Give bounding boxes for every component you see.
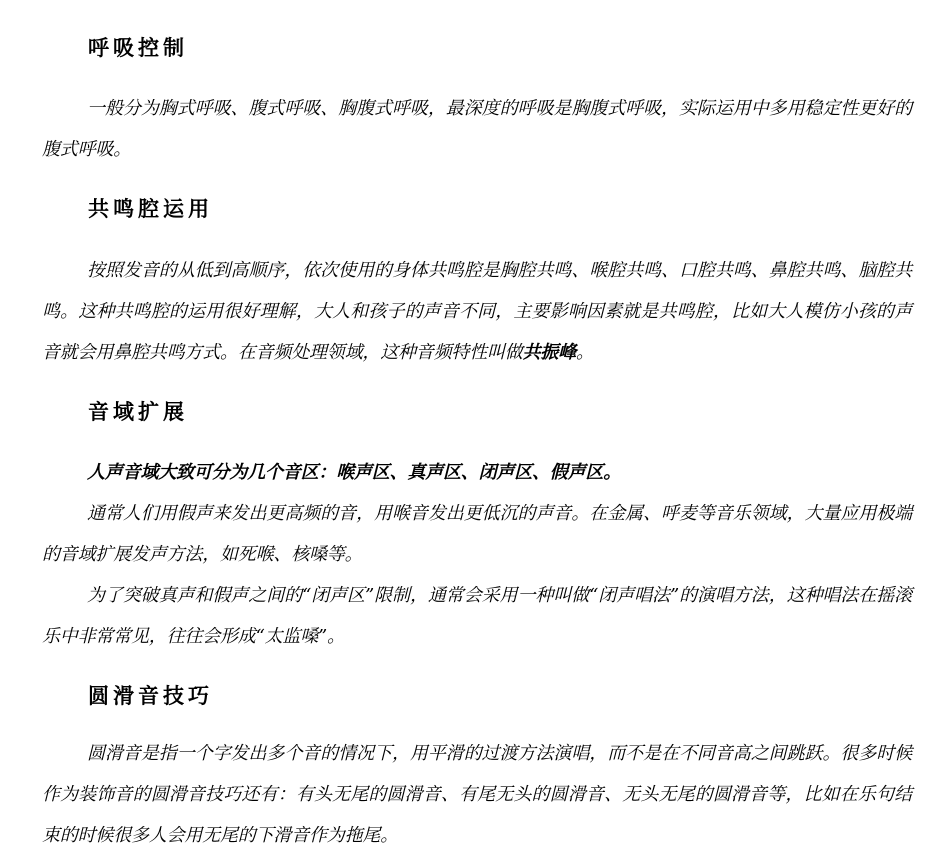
paragraph-resonance-text: 按照发音的从低到高顺序，依次使用的身体共鸣腔是胸腔共鸣、喉腔共鸣、口腔共鸣、鼻腔共鸣、脑腔共鸣。这种共鸣腔的运用很好理解，大人和孩子的声音不同，主要影响因素就是共鸣腔，比如大人模仿小孩的声音就会用鼻腔共鸣方式。在音频处理领域，这种音频特性叫做: [42, 260, 912, 363]
paragraph-breath-control: 一般分为胸式呼吸、腹式呼吸、胸腹式呼吸，最深度的呼吸是胸腹式呼吸，实际运用中多用稳定性更好的腹式呼吸。: [42, 98, 912, 160]
paragraph-legato: 圆滑音是指一个字发出多个音的情况下，用平滑的过渡方法演唱，而不是在不同音高之间跳跃。很多时候作为装饰音的圆滑音技巧还有：有头无尾的圆滑音、有尾无头的圆滑音、无头无尾的圆滑音等，比如在乐句结束的时候很多人会用无尾的下滑音作为拖尾。: [42, 743, 912, 846]
paragraph-range-closed-register: 为了突破真声和假声之间的“闭声区”限制，通常会采用一种叫做“闭声唱法”的演唱方法，这种唱法在摇滚乐中非常常见，往往会形成“太监嗓”。: [42, 585, 912, 647]
section-heading-legato: 圆滑音技巧: [88, 684, 213, 708]
section-heading-breath-control: 呼吸控制: [88, 36, 188, 60]
paragraph-resonance: [42, 250, 912, 373]
section-heading-resonance: 共鸣腔运用: [88, 197, 213, 221]
section-heading-range-extension: 音域扩展: [88, 400, 188, 424]
paragraph-resonance-suffix: 。: [576, 342, 594, 363]
term-formant: 共振峰: [522, 342, 577, 363]
paragraph-range-registers: 人声音域大致可分为几个音区：喉声区、真声区、闭声区、假声区。: [87, 462, 621, 483]
paragraph-range-falsetto: 通常人们用假声来发出更高频的音，用喉音发出更低沉的声音。在金属、呼麦等音乐领域，大量应用极端的音域扩展发声方法，如死喉、核嗓等。: [42, 503, 912, 565]
